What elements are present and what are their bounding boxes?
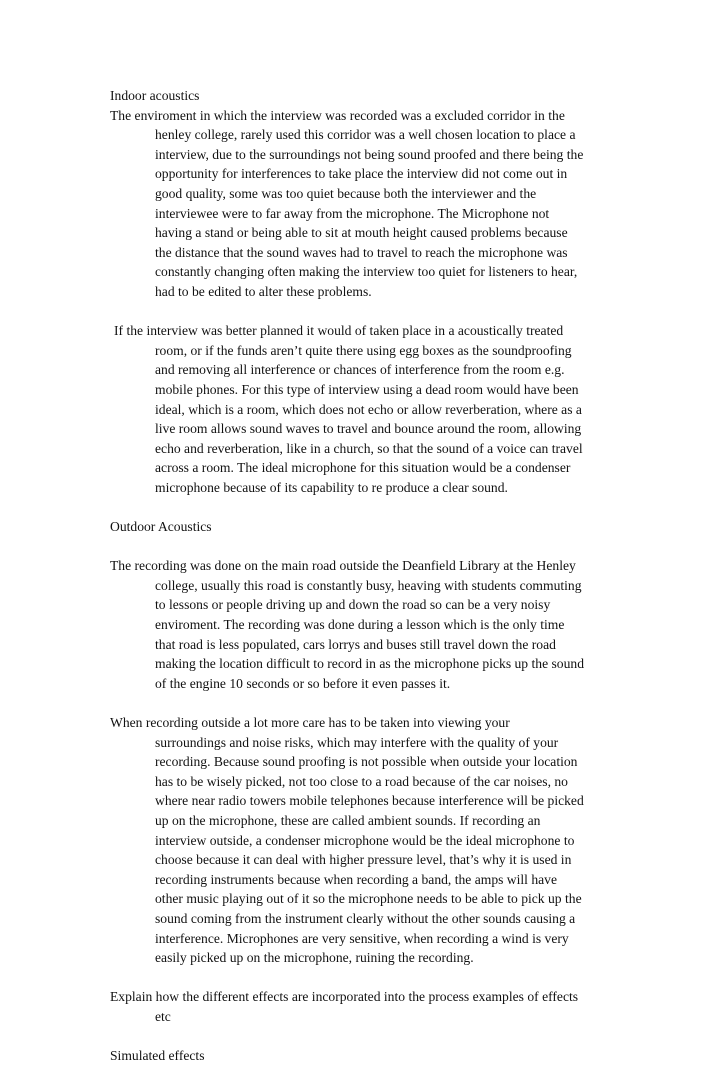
paragraph-line: interview, due to the surroundings not being sound proofed and there being the: [155, 146, 584, 162]
paragraph-line: that road is less populated, cars lorrys and buses still travel down the road: [155, 636, 556, 652]
paragraph-line: recording. Because sound proofing is not possible when outside your location: [155, 754, 578, 770]
outdoor-paragraph-2: [110, 713, 625, 968]
paragraph-gap: [110, 537, 625, 557]
paragraph-line: college, usually this road is constantly busy, heaving with students commuting: [155, 577, 582, 593]
indoor-paragraph-2: [110, 321, 625, 497]
paragraph-line: enviroment. The recording was done during a lesson which is the only time: [155, 617, 565, 633]
paragraph-line: choose because it can deal with higher pressure level, that’s why it is used in: [155, 852, 572, 868]
paragraph-line: recording instruments because when recording a band, the amps will have: [155, 871, 558, 887]
paragraph-line: The recording was done on the main road outside the Deanfield Library at the Henley: [110, 558, 576, 574]
explain-paragraph: [110, 987, 625, 1026]
indoor-acoustics-heading: Indoor acoustics: [110, 88, 200, 103]
paragraph-gap: [110, 968, 625, 988]
paragraph-line: easily picked up on the microphone, ruining the recording.: [155, 950, 474, 966]
paragraph-gap: [110, 302, 625, 322]
paragraph-line: constantly changing often making the interview too quiet for listeners to hear,: [155, 264, 578, 280]
simulated-effects-heading: Simulated effects: [110, 1048, 205, 1064]
paragraph-line: sound coming from the instrument clearly without the other sounds causing a: [155, 910, 576, 926]
paragraph-line: having a stand or being able to sit at mouth height caused problems because: [155, 225, 568, 241]
paragraph-line: interference. Microphones are very sensitive, when recording a wind is very: [155, 930, 569, 946]
paragraph-line: up on the microphone, these are called ambient sounds. If recording an: [155, 812, 541, 828]
paragraph-line: live room allows sound waves to travel and bounce around the room, allowing: [155, 421, 582, 437]
paragraph-line: interview outside, a condenser microphone would be the ideal microphone to: [155, 832, 575, 848]
paragraph-line: room, or if the funds aren’t quite there using egg boxes as the soundproofing: [155, 342, 572, 358]
paragraph-line: had to be edited to alter these problems.: [155, 283, 372, 299]
outdoor-acoustics-heading: Outdoor Acoustics: [110, 519, 212, 535]
outdoor-paragraph-1: [110, 556, 625, 693]
paragraph-line: to lessons or people driving up and down the road so can be a very noisy: [155, 597, 551, 613]
paragraph-line: opportunity for interferences to take place the interview did not come out in: [155, 166, 568, 182]
indoor-paragraph-1: [110, 106, 625, 302]
paragraph-line: surroundings and noise risks, which may interfere with the quality of your: [155, 734, 559, 750]
paragraph-line: If the interview was better planned it would of taken place in a acoustically treated: [114, 323, 564, 339]
paragraph-gap: [110, 497, 625, 517]
paragraph-line: has to be wisely picked, not too close to a road because of the car noises, no: [155, 773, 568, 789]
paragraph-line: across a room. The ideal microphone for this situation would be a condenser: [155, 460, 571, 476]
paragraph-line: other music playing out of it so the microphone needs to be able to pick up the: [155, 891, 582, 907]
paragraph-gap: [110, 1027, 625, 1047]
paragraph-line: etc: [155, 1008, 171, 1024]
paragraph-line: the distance that the sound waves had to travel to reach the microphone was: [155, 244, 568, 260]
paragraph-line: where near radio towers mobile telephones because interference will be picked: [155, 793, 584, 809]
paragraph-line: Explain how the different effects are incorporated into the process examples of effects: [110, 989, 579, 1005]
paragraph-line: henley college, rarely used this corridor was a well chosen location to place a: [155, 127, 576, 143]
paragraph-line: mobile phones. For this type of interview using a dead room would have been: [155, 381, 579, 397]
paragraph-line: good quality, some was too quiet because both the interviewer and the: [155, 185, 537, 201]
document-body: [110, 86, 625, 1066]
paragraph-line: and removing all interference or chances of interference from the room e.g.: [155, 362, 565, 378]
paragraph-line: microphone because of its capability to re produce a clear sound.: [155, 479, 508, 495]
paragraph-line: echo and reverberation, like in a church, so that the sound of a voice can travel: [155, 440, 583, 456]
paragraph-line: ideal, which is a room, which does not echo or allow reverberation, where as a: [155, 401, 582, 417]
paragraph-line: interviewee were to far away from the microphone. The Microphone not: [155, 205, 550, 221]
paragraph-line: When recording outside a lot more care has to be taken into viewing your: [110, 715, 510, 730]
paragraph-line: The enviroment in which the interview was recorded was a excluded corridor in the: [110, 107, 565, 123]
paragraph-line: of the engine 10 seconds or so before it even passes it.: [155, 675, 451, 691]
paragraph-line: making the location difficult to record in as the microphone picks up the sound: [155, 656, 584, 672]
paragraph-gap: [110, 693, 625, 713]
